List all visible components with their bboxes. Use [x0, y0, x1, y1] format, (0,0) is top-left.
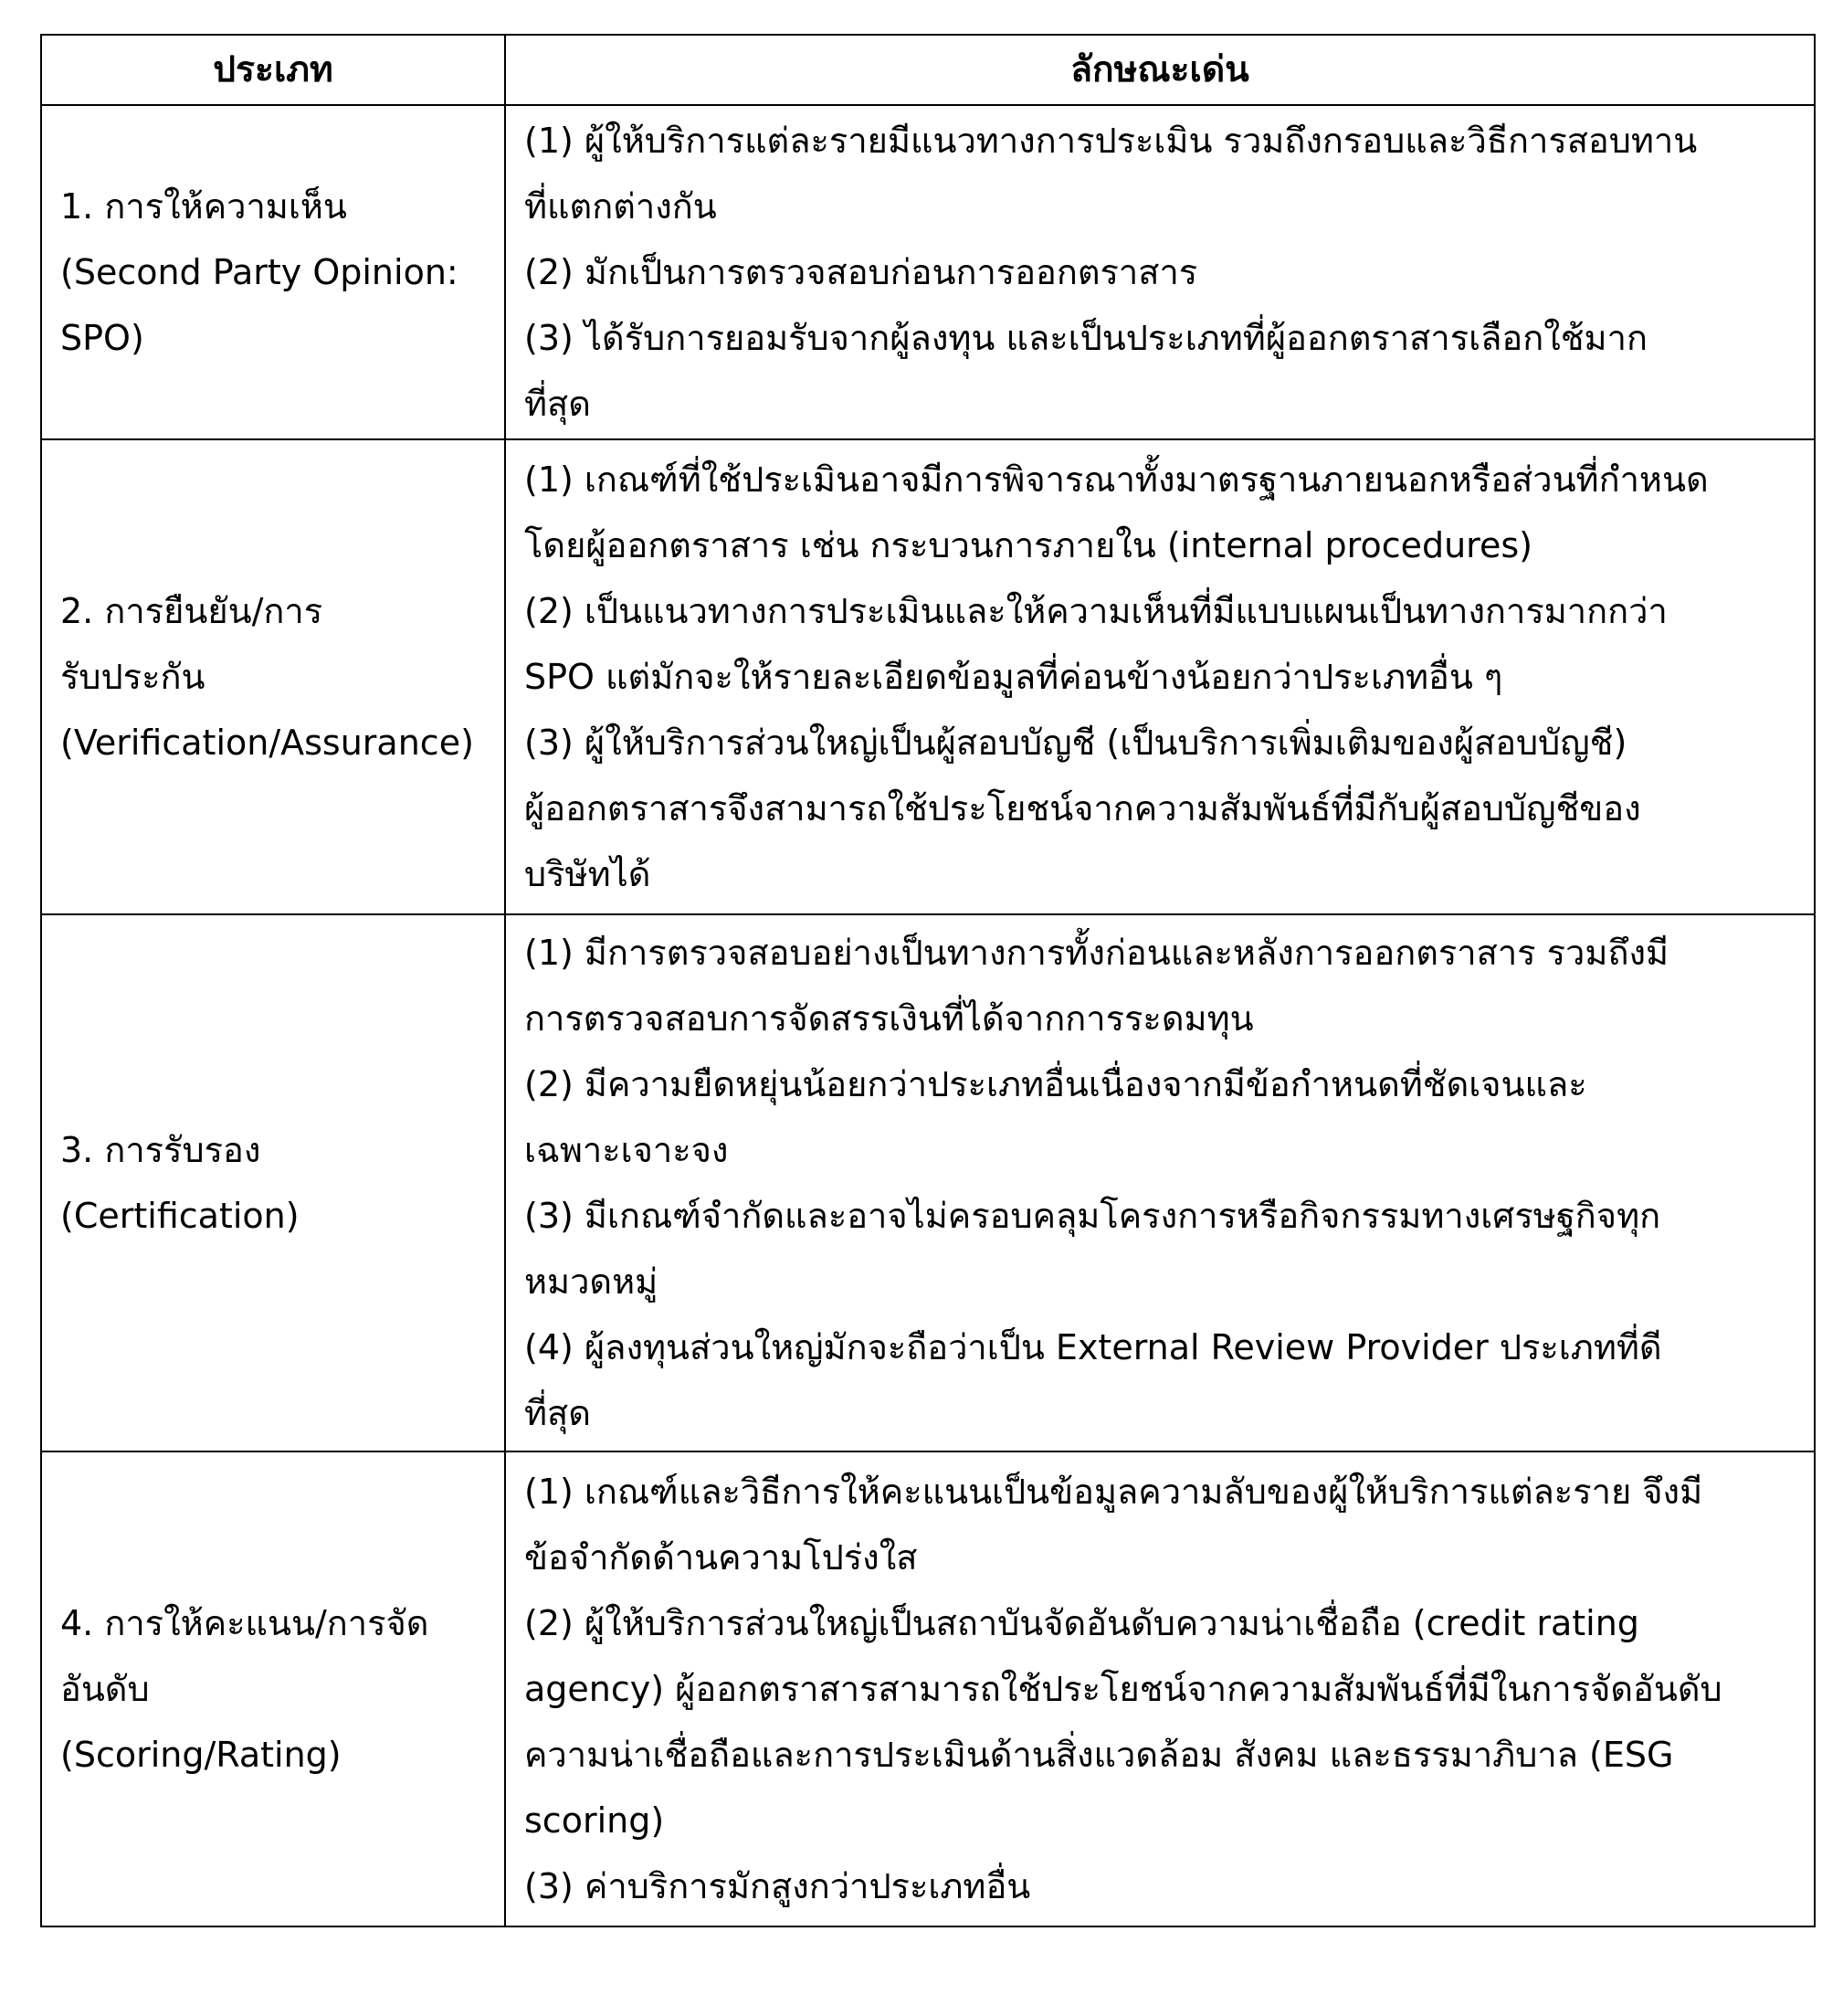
review-types-table	[40, 34, 1816, 1927]
feature-text: ผู้ออกตราสารจึงสามารถใช้ประโยชน์จากความสัมพันธ์ที่มีกับผู้สอบบัญชีของ	[524, 788, 1641, 829]
feature-text: (2) มีความยืดหยุ่นน้อยกว่าประเภทอื่นเนื่องจากมีข้อกำหนดที่ชัดเจนและ	[524, 1064, 1587, 1104]
table-row	[41, 439, 1815, 914]
feature-text: โดยผู้ออกตราสาร เช่น กระบวนการภายใน (internal procedures)	[524, 525, 1532, 565]
type-text: (Scoring/Rating)	[60, 1735, 342, 1775]
type-text: SPO)	[60, 318, 144, 358]
type-text: (Verification/Assurance)	[60, 723, 474, 763]
type-text: (Certification)	[60, 1196, 300, 1236]
type-text: อันดับ	[60, 1669, 150, 1709]
features-cell	[505, 1451, 1815, 1926]
feature-text: ที่สุด	[524, 1393, 591, 1433]
feature-text: บริษัทได้	[524, 854, 651, 894]
feature-text: (4) ผู้ลงทุนส่วนใหญ่มักจะถือว่าเป็น External Review Provider ประเภทที่ดี	[524, 1327, 1662, 1367]
table-row	[41, 914, 1815, 1451]
type-cell	[41, 439, 505, 914]
feature-text: (1) ผู้ให้บริการแต่ละรายมีแนวทางการประเมิน รวมถึงกรอบและวิธีการสอบทาน	[524, 121, 1698, 161]
header-features: ลักษณะเด่น	[505, 35, 1815, 105]
type-text: 4. การให้คะแนน/การจัด	[60, 1603, 429, 1643]
feature-text: ข้อจำกัดด้านความโปร่งใส	[524, 1537, 918, 1578]
header-type: ประเภท	[41, 35, 505, 105]
feature-text: (2) มักเป็นการตรวจสอบก่อนการออกตราสาร	[524, 252, 1198, 292]
feature-text: เฉพาะเจาะจง	[524, 1130, 729, 1170]
feature-text: SPO แต่มักจะให้รายละเอียดข้อมูลที่ค่อนข้างน้อยกว่าประเภทอื่น ๆ	[524, 657, 1503, 697]
feature-text: agency) ผู้ออกตราสารสามารถใช้ประโยชน์จากความสัมพันธ์ที่มีในการจัดอันดับ	[524, 1669, 1722, 1709]
type-cell	[41, 914, 505, 1451]
feature-text: (1) เกณฑ์ที่ใช้ประเมินอาจมีการพิจารณาทั้งมาตรฐานภายนอกหรือส่วนที่กำหนด	[524, 459, 1709, 500]
features-cell	[505, 439, 1815, 914]
type-text: 1. การให้ความเห็น	[60, 186, 347, 227]
feature-text: (1) เกณฑ์และวิธีการให้คะแนนเป็นข้อมูลความลับของผู้ให้บริการแต่ละราย จึงมี	[524, 1472, 1703, 1512]
type-text: 3. การรับรอง	[60, 1130, 261, 1170]
feature-text: (1) มีการตรวจสอบอย่างเป็นทางการทั้งก่อนและหลังการออกตราสาร รวมถึงมี	[524, 933, 1669, 973]
features-cell	[505, 914, 1815, 1451]
feature-text: การตรวจสอบการจัดสรรเงินที่ได้จากการระดมทุน	[524, 998, 1254, 1039]
feature-text: ที่แตกต่างกัน	[524, 186, 717, 227]
feature-text: หมวดหมู่	[524, 1261, 658, 1302]
type-text: 2. การยืนยัน/การ	[60, 591, 323, 631]
feature-text: ความน่าเชื่อถือและการประเมินด้านสิ่งแวดล้อม สังคม และธรรมาภิบาล (ESG	[524, 1735, 1674, 1775]
type-text: รับประกัน	[60, 657, 205, 697]
feature-text: (2) เป็นแนวทางการประเมินและให้ความเห็นที่มีแบบแผนเป็นทางการมากกว่า	[524, 591, 1668, 631]
feature-text: (3) ผู้ให้บริการส่วนใหญ่เป็นผู้สอบบัญชี (เป็นบริการเพิ่มเติมของผู้สอบบัญชี)	[524, 723, 1627, 763]
feature-text: (2) ผู้ให้บริการส่วนใหญ่เป็นสถาบันจัดอันดับความน่าเชื่อถือ (credit rating	[524, 1603, 1639, 1643]
feature-text: scoring)	[524, 1800, 665, 1841]
type-cell	[41, 1451, 505, 1926]
feature-text: (3) ค่าบริการมักสูงกว่าประเภทอื่น	[524, 1866, 1031, 1906]
feature-text: (3) มีเกณฑ์จำกัดและอาจไม่ครอบคลุมโครงการหรือกิจกรรมทางเศรษฐกิจทุก	[524, 1196, 1661, 1236]
table-row	[41, 1451, 1815, 1926]
type-text: (Second Party Opinion:	[60, 252, 458, 292]
type-cell	[41, 105, 505, 439]
feature-text: (3) ได้รับการยอมรับจากผู้ลงทุน และเป็นประเภทที่ผู้ออกตราสารเลือกใช้มาก	[524, 318, 1648, 358]
table-row	[41, 105, 1815, 439]
table-header-row	[41, 35, 1815, 105]
features-cell	[505, 105, 1815, 439]
feature-text: ที่สุด	[524, 384, 591, 424]
